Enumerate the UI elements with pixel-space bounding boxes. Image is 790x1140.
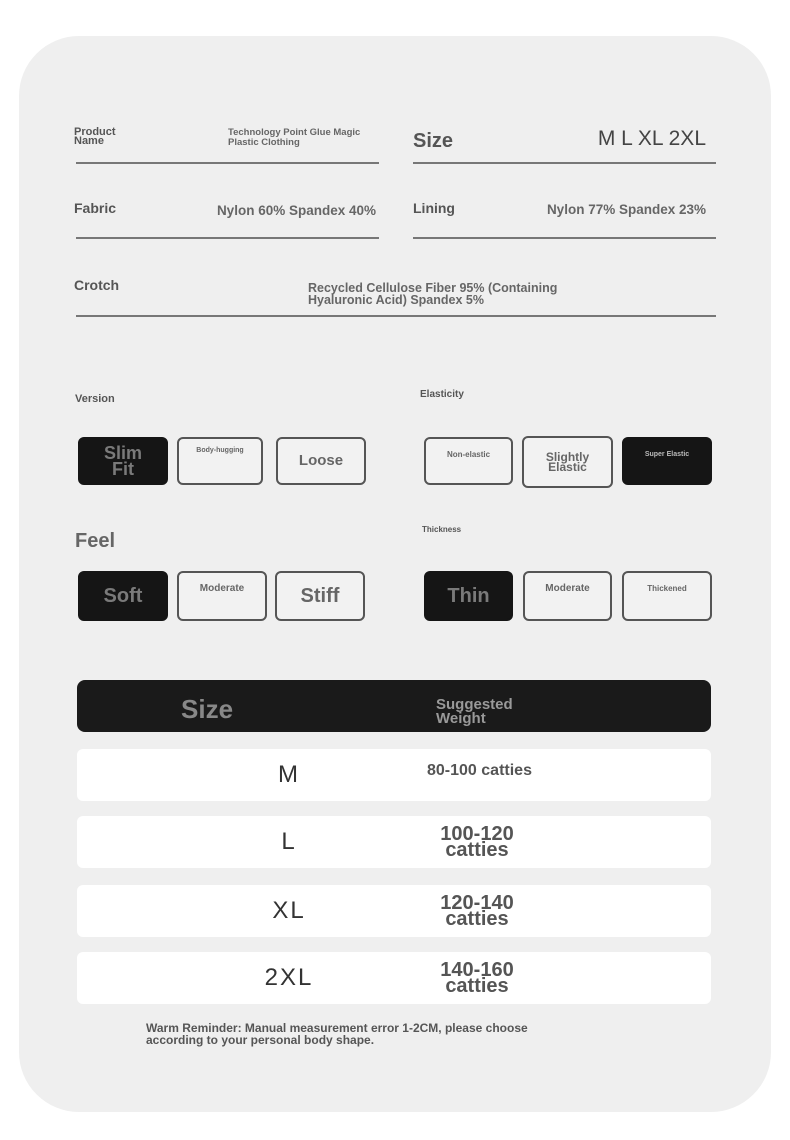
option-label: Thickened	[647, 584, 687, 593]
size-cell: M	[278, 761, 300, 788]
thickness-option-thin[interactable]	[424, 571, 513, 621]
product-name-label: Product Name	[74, 126, 116, 147]
table-row	[77, 885, 711, 937]
crotch-value: Recycled Cellulose Fiber 95% (Containing Hyaluronic Acid) Spandex 5%	[308, 281, 558, 307]
size-cell: L	[281, 828, 297, 855]
weight-cell: 100-120 catties	[440, 823, 514, 861]
version-option-loose[interactable]	[276, 437, 366, 485]
version-option-body-hugging[interactable]	[177, 437, 263, 485]
crotch-divider	[76, 315, 716, 317]
option-label: Slim Fit	[103, 443, 142, 479]
feel-option-soft[interactable]	[78, 571, 168, 621]
size-column-header: Size	[181, 694, 234, 724]
product-name-value: Technology Point Glue Magic Plastic Clothing	[228, 127, 361, 148]
elasticity-option-slightly-elastic[interactable]	[522, 436, 613, 488]
option-label: Soft	[103, 585, 143, 607]
size-value: M L XL 2XL	[597, 127, 706, 150]
version-option-slim-fit[interactable]	[78, 437, 168, 485]
feel-option-stiff[interactable]	[275, 571, 365, 621]
size-table-header	[77, 680, 711, 732]
thickness-title: Thickness	[422, 525, 462, 534]
elasticity-option-super-elastic[interactable]	[622, 437, 712, 485]
thickness-option-thickened[interactable]	[622, 571, 712, 621]
table-row	[77, 952, 711, 1004]
version-title: Version	[75, 393, 115, 405]
size-label: Size	[413, 130, 454, 152]
size-cell: XL	[272, 897, 306, 924]
product-name-divider	[76, 162, 379, 164]
fabric-divider	[76, 237, 379, 239]
option-label: Slightly Elastic	[545, 450, 590, 474]
option-label: Body-hugging	[196, 447, 244, 454]
feel-option-moderate[interactable]	[177, 571, 267, 621]
table-row	[77, 749, 711, 801]
feel-title: Feel	[75, 530, 116, 552]
option-label: Moderate	[199, 583, 245, 594]
warm-reminder: Warm Reminder: Manual measurement error 1-2CM, please choose according to your personal body shape.	[146, 1021, 528, 1047]
option-label: Loose	[298, 452, 344, 469]
weight-cell: 120-140 catties	[440, 892, 514, 930]
weight-cell: 140-160 catties	[440, 959, 514, 997]
option-label: Stiff	[300, 585, 340, 607]
size-cell: 2XL	[264, 964, 314, 991]
elasticity-option-non-elastic[interactable]	[424, 437, 513, 485]
option-label: Thin	[447, 585, 490, 607]
thickness-option-moderate[interactable]	[523, 571, 612, 621]
size-divider	[413, 162, 716, 164]
option-label: Moderate	[545, 583, 590, 594]
crotch-label: Crotch	[74, 277, 120, 293]
elasticity-title: Elasticity	[420, 389, 464, 400]
lining-label: Lining	[413, 200, 455, 216]
option-label: Non-elastic	[446, 450, 491, 459]
lining-value: Nylon 77% Spandex 23%	[546, 202, 706, 217]
table-row	[77, 816, 711, 868]
fabric-label: Fabric	[74, 200, 117, 216]
option-label: Super Elastic	[644, 451, 690, 458]
weight-cell: 80-100 catties	[427, 762, 532, 779]
fabric-value: Nylon 60% Spandex 40%	[216, 203, 376, 218]
weight-column-header: Suggested Weight	[436, 696, 513, 727]
lining-divider	[413, 237, 716, 239]
